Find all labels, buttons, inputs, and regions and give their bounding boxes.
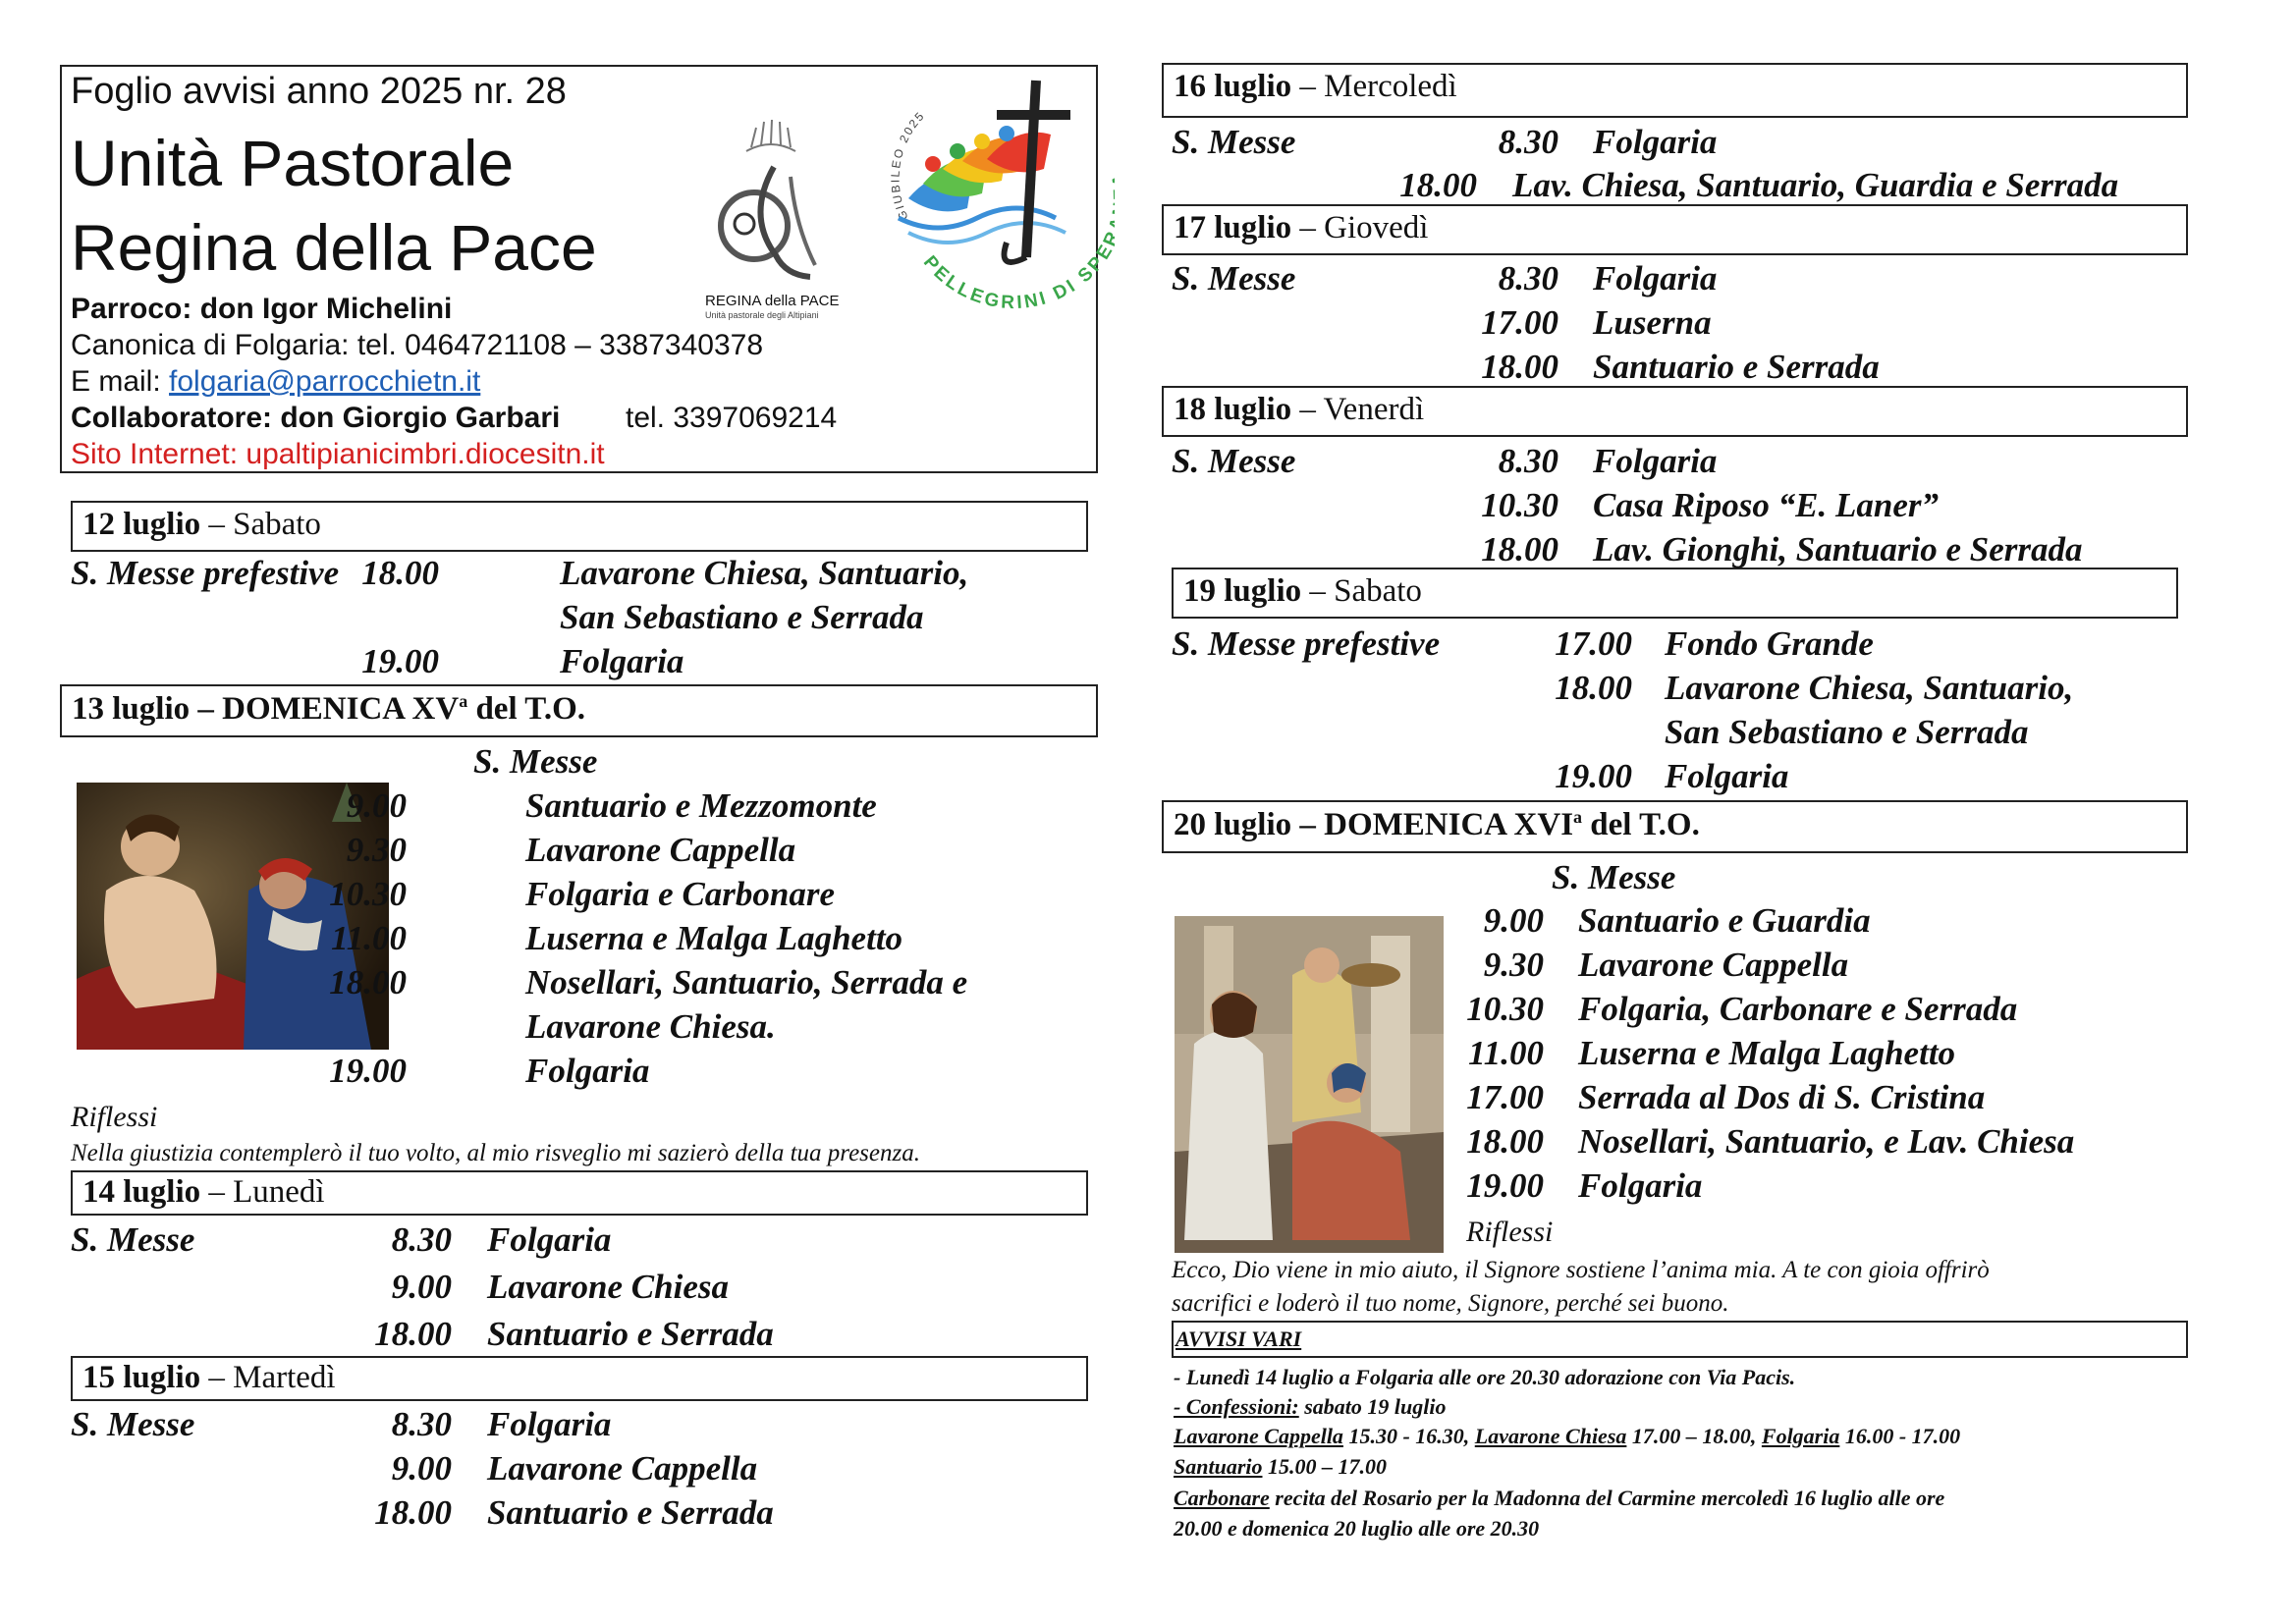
- mass-place: Serrada al Dos di S. Cristina: [1578, 1078, 1986, 1116]
- mass-label: S. Messe: [1552, 858, 1676, 896]
- day-weekday: – Mercoledì: [1291, 69, 1457, 104]
- title-line-2: Regina della Pace: [71, 211, 597, 284]
- collaboratore: Collaboratore: don Giorgio Garbari: [71, 402, 561, 434]
- day-header-13-luglio: [60, 684, 1098, 737]
- regina-della-pace-logo: [697, 108, 845, 324]
- mass-place: Santuario e Serrada: [1593, 348, 1880, 386]
- mass-place: Folgaria: [1578, 1166, 1703, 1205]
- day-suffix: del T.O.: [1582, 807, 1700, 842]
- text: recita del Rosario per la Madonna del Carmine mercoledì 16 luglio alle ore: [1269, 1486, 1945, 1510]
- day-header-12-luglio: [71, 501, 1088, 552]
- avvisi-header: [1172, 1321, 2188, 1358]
- mass-place: Folgaria: [1593, 123, 1718, 161]
- mass-label: S. Messe: [1172, 259, 1296, 298]
- mass-time: 8.30: [1498, 259, 1558, 298]
- mass-time: 17.00: [1466, 1078, 1544, 1116]
- canonica: Canonica di Folgaria: tel. 0464721108 – 3387340378: [71, 329, 763, 361]
- day-header-20-luglio: [1162, 800, 2188, 853]
- parroco: Parroco: don Igor Michelini: [71, 293, 453, 325]
- mass-place: Folgaria, Carbonare e Serrada: [1578, 990, 2018, 1028]
- mass-label: S. Messe prefestive: [1172, 624, 1441, 663]
- day-header-19-luglio: [1172, 568, 2178, 619]
- mass-time: 9.00: [391, 1449, 452, 1488]
- mass-time: 8.30: [1498, 442, 1558, 480]
- mass-time: 18.00: [1466, 1122, 1544, 1161]
- day-weekday: – Venerdì: [1291, 392, 1425, 427]
- riflessi-label: Riflessi: [71, 1101, 158, 1133]
- riflessi-text: Nella giustizia contemplerò il tuo volto, al mio risveglio mi sazierò della tua presenza.: [71, 1140, 920, 1166]
- mass-time: 11.00: [1468, 1034, 1544, 1072]
- mass-place: Folgaria: [1593, 259, 1718, 298]
- mass-time: 19.00: [1555, 757, 1632, 795]
- logo1-subtext: Unità pastorale degli Altipiani: [705, 310, 819, 320]
- mass-time: 18.00: [329, 963, 407, 1001]
- logo2-arc-bottom: PELLEGRINI DI SP: [918, 250, 1111, 314]
- day-ordinal: a: [1573, 807, 1583, 827]
- riflessi-text-2: sacrifici e loderò il tuo nome, Signore, perché sei buono.: [1172, 1290, 1729, 1317]
- day-weekday: – Sabato: [1301, 573, 1422, 609]
- mass-place: Folgaria: [487, 1405, 612, 1443]
- mass-label: S. Messe: [1172, 123, 1296, 161]
- mass-time: 9.00: [1483, 901, 1544, 940]
- avvisi-title: AVVISI VARI: [1175, 1326, 1302, 1351]
- place: Folgaria: [1761, 1424, 1840, 1448]
- email-line: [71, 365, 480, 399]
- mass-label: S. Messe: [1172, 442, 1296, 480]
- mass-place: Lav. Gionghi, Santuario e Serrada: [1593, 530, 2083, 568]
- mass-time: 18.00: [374, 1493, 452, 1532]
- painting-marta-maria: [1175, 916, 1444, 1253]
- mass-place: Lavarone Cappella: [1578, 946, 1849, 984]
- place: Santuario: [1174, 1454, 1263, 1479]
- day-weekday: – Martedì: [200, 1360, 336, 1395]
- day-date: 20 luglio – DOMENICA XVI: [1174, 807, 1574, 842]
- mass-time: 18.00: [361, 554, 439, 592]
- place: Carbonare: [1174, 1486, 1270, 1510]
- mass-place: San Sebastiano e Serrada: [560, 598, 924, 636]
- riflessi-text-1: Ecco, Dio viene in mio aiuto, il Signore sostiene l’anima mia. A te con gioia offrirò: [1172, 1257, 1990, 1283]
- mass-place: Lavarone Chiesa.: [525, 1007, 776, 1046]
- avviso-line-2: [1174, 1396, 1447, 1418]
- mass-time: 10.30: [1481, 486, 1558, 524]
- mass-place: Folgaria: [560, 642, 684, 680]
- avviso-line-3: [1174, 1426, 1960, 1447]
- day-date: 13 luglio – DOMENICA XV: [72, 691, 460, 727]
- giubileo-2025-logo: [879, 71, 1115, 316]
- mass-place: Lavarone Cappella: [487, 1449, 758, 1488]
- place: Lavarone Chiesa: [1474, 1424, 1627, 1448]
- confessioni-label: - Confessioni:: [1174, 1394, 1299, 1419]
- mass-time: 9.00: [391, 1268, 452, 1306]
- avviso-line-1: - Lunedì 14 luglio a Folgaria alle ore 20.30 adorazione con Via Pacis.: [1174, 1365, 1796, 1389]
- mass-place: Lav. Chiesa, Santuario, Guardia e Serrada: [1512, 166, 2119, 204]
- day-date: 18 luglio: [1174, 392, 1292, 427]
- title-line-1: Unità Pastorale: [71, 127, 515, 199]
- day-date: 14 luglio: [82, 1174, 201, 1210]
- mass-place: Santuario e Guardia: [1578, 901, 1871, 940]
- mass-time: 18.00: [1555, 669, 1632, 707]
- sito-internet[interactable]: Sito Internet: upaltipianicimbri.diocesitn.it: [71, 438, 605, 470]
- mass-time: 8.30: [1498, 123, 1558, 161]
- day-date: 19 luglio: [1183, 573, 1302, 609]
- mass-place: Santuario e Mezzomonte: [525, 786, 877, 825]
- mass-place: Santuario e Serrada: [487, 1493, 774, 1532]
- mass-time: 10.30: [329, 875, 407, 913]
- mass-time: 8.30: [391, 1220, 452, 1259]
- place: Lavarone Cappella: [1174, 1424, 1343, 1448]
- mass-time: 9.30: [1483, 946, 1544, 984]
- email-link[interactable]: folgaria@parrocchietn.it: [169, 365, 481, 398]
- mass-time: 9.30: [346, 831, 407, 869]
- mass-place: Lavarone Cappella: [525, 831, 796, 869]
- mass-place: Lavarone Chiesa, Santuario,: [560, 554, 969, 592]
- mass-place: Luserna: [1593, 303, 1712, 342]
- mass-place: Lavarone Chiesa: [487, 1268, 729, 1306]
- mass-place: Nosellari, Santuario, Serrada e: [525, 963, 968, 1001]
- mass-place: Casa Riposo “E. Laner”: [1593, 486, 1939, 524]
- time: 16.00 - 17.00: [1839, 1424, 1961, 1448]
- logo2-arc-top: GIUBILEO 2025: [888, 108, 928, 223]
- riflessi-label: Riflessi: [1466, 1216, 1554, 1248]
- mass-time: 18.00: [1481, 530, 1558, 568]
- mass-time: 10.30: [1466, 990, 1544, 1028]
- mass-time: 18.00: [1399, 166, 1477, 204]
- mass-time: 17.00: [1481, 303, 1558, 342]
- day-header-16-luglio: [1162, 63, 2188, 118]
- day-date: 12 luglio: [82, 507, 201, 542]
- mass-place: Folgaria: [525, 1052, 650, 1090]
- mass-place: Luserna e Malga Laghetto: [1578, 1034, 1956, 1072]
- day-weekday: – Giovedì: [1291, 210, 1429, 245]
- day-header-14-luglio: [71, 1170, 1088, 1216]
- avviso-line-5: [1174, 1488, 1944, 1509]
- mass-label: S. Messe: [473, 742, 598, 781]
- mass-label: S. Messe: [71, 1220, 195, 1259]
- mass-time: 8.30: [391, 1405, 452, 1443]
- confessioni-date: sabato 19 luglio: [1298, 1394, 1447, 1419]
- mass-time: 11.00: [331, 919, 407, 957]
- mass-place: Santuario e Serrada: [487, 1315, 774, 1353]
- day-ordinal: a: [459, 691, 468, 711]
- mass-label: S. Messe: [71, 1405, 195, 1443]
- day-date: 15 luglio: [82, 1360, 201, 1395]
- mass-label: S. Messe prefestive: [71, 554, 340, 592]
- mass-time: 17.00: [1555, 624, 1632, 663]
- mass-place: Folgaria: [487, 1220, 612, 1259]
- mass-place: San Sebastiano e Serrada: [1665, 713, 2029, 751]
- day-date: 16 luglio: [1174, 69, 1292, 104]
- mass-place: Luserna e Malga Laghetto: [525, 919, 903, 957]
- mass-time: 19.00: [1466, 1166, 1544, 1205]
- day-header-15-luglio: [71, 1356, 1088, 1401]
- day-header-18-luglio: [1162, 386, 2188, 437]
- avviso-line-6: 20.00 e domenica 20 luglio alle ore 20.30: [1174, 1516, 1540, 1541]
- mass-place: Folgaria: [1593, 442, 1718, 480]
- mass-place: Lavarone Chiesa, Santuario,: [1665, 669, 2074, 707]
- mass-time: 19.00: [361, 642, 439, 680]
- mass-time: 9.00: [346, 786, 407, 825]
- time: 15.30 - 16.30,: [1342, 1424, 1475, 1448]
- day-weekday: – Lunedì: [200, 1174, 325, 1210]
- time: 15.00 – 17.00: [1262, 1454, 1387, 1479]
- mass-place: Folgaria: [1665, 757, 1789, 795]
- mass-place: Nosellari, Santuario, e Lav. Chiesa: [1578, 1122, 2075, 1161]
- mass-time: 18.00: [1481, 348, 1558, 386]
- mass-time: 18.00: [374, 1315, 452, 1353]
- day-suffix: del T.O.: [467, 691, 586, 727]
- avviso-line-4: [1174, 1456, 1387, 1478]
- collaboratore-tel: tel. 3397069214: [626, 402, 838, 434]
- day-date: 17 luglio: [1174, 210, 1292, 245]
- day-weekday: – Sabato: [200, 507, 321, 542]
- time: 17.00 – 18.00,: [1626, 1424, 1762, 1448]
- logo1-text: REGINA della PACE: [705, 293, 840, 309]
- mass-place: Fondo Grande: [1665, 624, 1874, 663]
- day-header-17-luglio: [1162, 204, 2188, 255]
- mass-time: 19.00: [329, 1052, 407, 1090]
- email-label: E mail:: [71, 365, 161, 398]
- issue-number: Foglio avvisi anno 2025 nr. 28: [71, 71, 567, 112]
- mass-place: Folgaria e Carbonare: [525, 875, 836, 913]
